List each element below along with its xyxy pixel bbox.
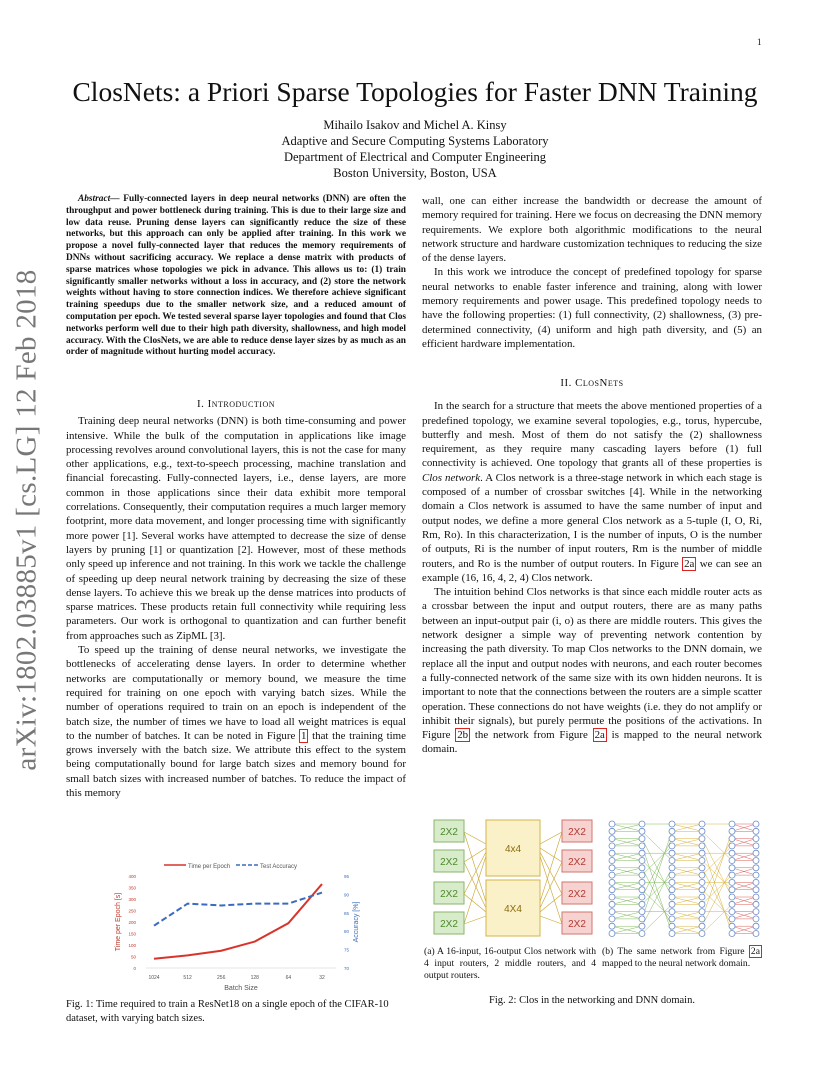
author-dept: Department of Electrical and Computer Engineering (283, 150, 547, 164)
figure-2a-link-3[interactable]: 2a (750, 946, 760, 957)
y-tick-label: 200 (128, 920, 136, 925)
y2-axis-ticks (344, 874, 350, 971)
svg-text:4X4: 4X4 (504, 904, 522, 915)
network-neuron (609, 850, 615, 856)
network-neuron (699, 821, 705, 827)
network-neuron (669, 887, 675, 893)
y-tick-label: 250 (128, 908, 136, 914)
network-edge (642, 831, 672, 919)
y-tick-label: 400 (128, 874, 136, 879)
network-neuron (639, 850, 645, 856)
network-neuron (609, 843, 615, 849)
section-heading-closnets: II. ClosNets (560, 377, 624, 389)
network-neuron (669, 916, 675, 922)
abstract-label: Abstract (78, 194, 111, 204)
network-nodes (609, 821, 759, 937)
author-names: Mihailo Isakov and Michel A. Kinsy (323, 118, 507, 132)
network-neuron (639, 931, 645, 937)
network-neuron (753, 901, 759, 907)
page-number: 1 (757, 37, 762, 47)
network-neuron (609, 821, 615, 827)
svg-text:2X2: 2X2 (568, 919, 586, 930)
abstract: Abstract— Fully-connected layers in deep neural networks (DNN) are often the throughput and power bottleneck during training. This is due to their large size and low data reuse. Pruning dense layers can significantly reduce the size of these networks, but this approach can only be applied after training. In this work we propose a novel fully-connected layer that reduces the memory requirements of DNNs without sacrificing accuracy. We replace a dense matrix with products of sparse matrices whose topologies we pick in advance. This allows us to: (1) train significantly smaller networks without a loss in accuracy, and (2) store the network weights without having to store connection indices. We therefore achieve significant training speedups due to the smaller network size, and a reduced amount of computation per epoch. We tested several sparse layer topologies and found that Clos networks perform well due to their high path diversity, shallowness, and high model accuracy. With the ClosNets, we are able to reduce dense layer sizes by as much as an order of magnitude without hurting model accuracy. (66, 194, 406, 358)
author-lab: Adaptive and Secure Computing Systems Laboratory (281, 134, 549, 148)
network-neuron (639, 836, 645, 842)
network-neuron (753, 894, 759, 900)
x-tick-label: 32 (319, 975, 325, 981)
network-neuron (639, 858, 645, 864)
svg-text:4x4: 4x4 (504, 844, 522, 855)
paper-title: ClosNets: a Priori Sparse Topologies for Faster DNN Training (72, 76, 758, 107)
network-neuron (729, 916, 735, 922)
network-neuron (729, 828, 735, 834)
network-neuron (639, 872, 645, 878)
network-edge (702, 890, 732, 919)
network-neuron (639, 828, 645, 834)
svg-text:2X2: 2X2 (440, 889, 458, 900)
y-tick-label: 300 (128, 897, 136, 902)
network-neuron (753, 836, 759, 842)
network-neuron (753, 923, 759, 929)
y-axis-ticks (128, 874, 136, 971)
network-neuron (639, 865, 645, 871)
network-neuron (609, 872, 615, 878)
x-axis-label: Batch Size (224, 985, 258, 992)
y-tick-label: 100 (128, 943, 136, 948)
x-tick-label: 512 (183, 975, 192, 981)
intro-paragraph-2: To speed up the training of dense neural networks, we investigate the bottlenecks of accelerating dense layers. In order to determine whether networks are computationally or memory bound, we measure the time required for training on one epoch with varying batch sizes. While the number of operations required to train on an epoch is independent of the batch size, the number of times we have to load all weight matrices is equal to the number of batches. It can be noted in Figure 1 that the training time grows inversely with the batch size. We attribute this effect to the system being computationally bound for large batch sizes and memory bound for small batch sizes with increased number of batches. To reduce the impact of this memory (66, 644, 406, 800)
series-line-accuracy (154, 893, 322, 926)
network-neuron (699, 916, 705, 922)
network-neuron (699, 931, 705, 937)
closnets-section (422, 376, 762, 757)
y2-axis-label: Accuracy [%] (353, 901, 360, 943)
y-tick-label: 150 (128, 931, 136, 937)
network-neuron (753, 879, 759, 885)
intro-paragraph-3: wall, one can either increase the bandwidth or decrease the amount of memory required for training. Here we focus on decreasing the DNN memory requirements. We explore both algorithmic modifications to the neural network structure and hardware customization techniques to reducing the size of the dense layers. (422, 195, 762, 265)
legend-label-time: Time per Epoch (188, 864, 231, 870)
network-neuron (639, 923, 645, 929)
network-neuron (639, 821, 645, 827)
network-neuron (609, 836, 615, 842)
x-tick-label: 256 (217, 975, 226, 981)
figure-1-caption: Fig. 1: Time required to train a ResNet18 on a single epoch of the CIFAR-10 dataset, with varying batch sizes. (66, 999, 389, 1024)
network-neuron (639, 887, 645, 893)
y2-tick-label: 75 (344, 947, 350, 953)
network-neuron (609, 828, 615, 834)
network-edge (642, 890, 672, 919)
network-neuron (609, 879, 615, 885)
network-neuron (699, 894, 705, 900)
network-neuron (753, 850, 759, 856)
network-neuron (729, 821, 735, 827)
network-neuron (699, 836, 705, 842)
network-neuron (699, 901, 705, 907)
network-neuron (729, 931, 735, 937)
network-neuron (753, 858, 759, 864)
network-neuron (669, 850, 675, 856)
network-neuron (669, 843, 675, 849)
network-edge (642, 831, 672, 860)
intro-paragraph-1: Training deep neural networks (DNN) is both time-consuming and power intensive. While the bulk of the computation in applications like image processing revolves around convolutional layers, this is not the case for many other applications, e.g., text-to-speech processing, machine translation and financial forecasting. Fully-connected layers, i.e., dense layers, are more common in those applications since their data exhibit more temporal correlations. Consequently, their computation requires a much larger memory footprint, more data movement, and longer processing time with significantly more power [1]. Several works have attempted to decrease the size of dense layers by pruning [1] or quantization [2]. However, most of these methods only speed up inference and not training. In this work we tackle the challenge of speeding up deep neural network training by decreasing the size of these dense layers. To achieve this we break up the dense matrices into products of sparse matrices. These products retain full connectivity while requiring less parameters. Our work is orthogonal to quantization and can further benefit from approaches such as ZipML [3]. (66, 415, 406, 642)
network-neuron (639, 909, 645, 915)
intro-section (66, 397, 406, 800)
network-neuron (669, 931, 675, 937)
x-tick-label: 128 (250, 975, 259, 981)
network-edge (642, 846, 672, 875)
network-neuron (669, 821, 675, 827)
network-neuron (609, 865, 615, 871)
arxiv-stamp: arXiv:1802.03885v1 [cs.LG] 12 Feb 2018 (10, 269, 43, 771)
network-neuron (669, 858, 675, 864)
network-neuron (609, 923, 615, 929)
figure-2a-link-2[interactable]: 2a (594, 729, 605, 742)
abstract-text: Fully-connected layers in deep neural networks (DNN) are often the throughput and power bottleneck during training. This is due to their large size and low data reuse. Pruning dense layers can significantly reduce the size of these networks, but this approach can only be applied after training. In this work we propose a novel fully-connected layer that reduces the memory requirements of DNNs without sacrificing accuracy. We replace a dense matrix with products of sparse matrices whose topologies we pick in advance. This allows us to: (1) train significantly smaller networks without a loss in accuracy, and (2) store the network weights without having to store connection indices. We therefore achieve significant training speedups due to the smaller network size, and a reduced amount of computation per epoch. We tested several sparse layer topologies and found that Clos networks perform well due to their high path diversity, shallowness, and high model accuracy. With the ClosNets, we are able to reduce dense layer sizes by as much as an order of magnitude without hurting model accuracy. (66, 194, 406, 358)
closnets-paragraph-2: The intuition behind Clos networks is that since each middle router acts as a crossbar between the input and output routers, there are as many paths between an input-output pair (i, o) as there are middle routers. This gives the network designer a simple way of preventing network contention by increasing the path diversity. To map Clos networks to the DNN domain, we replace all the input and output nodes with neurons, and each router becomes a fully-connected network of the same size with its own hidden neurons. It is important to note that the connections between the routers are a simple scatter operation. These connections do not have weights (i.e. they do not amplify or inhibit their signals), but purely permute the positions of the activations. In Figure 2b the network from Figure 2a is mapped to the neural network domain. (422, 586, 762, 756)
figure-2-caption: Fig. 2: Clos in the networking and DNN domain. (489, 995, 695, 1006)
network-edge (642, 875, 672, 904)
figure-2b-caption: (b) The same network from Figure 2a mapped to the neural network domain. (602, 946, 760, 970)
network-neuron (699, 858, 705, 864)
network-neuron (639, 843, 645, 849)
network-neuron (669, 872, 675, 878)
network-neuron (669, 909, 675, 915)
svg-text:2X2: 2X2 (568, 889, 586, 900)
network-neuron (753, 828, 759, 834)
network-neuron (699, 828, 705, 834)
network-neuron (609, 931, 615, 937)
network-neuron (753, 865, 759, 871)
network-neuron (699, 872, 705, 878)
chart-legend (164, 864, 297, 870)
network-neuron (699, 887, 705, 893)
output-routers (562, 820, 592, 934)
y-tick-label: 0 (133, 966, 136, 971)
legend-label-accuracy: Test Accuracy (260, 864, 298, 870)
x-axis-ticks (148, 975, 325, 981)
network-edge (702, 875, 732, 904)
svg-text:2X2: 2X2 (440, 919, 458, 930)
network-neuron (669, 923, 675, 929)
y-axis-label: Time per Epoch [s] (115, 892, 122, 952)
network-neuron (753, 916, 759, 922)
right-column-intro (422, 194, 762, 351)
network-neuron (669, 865, 675, 871)
svg-text:2X2: 2X2 (440, 827, 458, 838)
svg-text:2X2: 2X2 (568, 857, 586, 868)
y-tick-label: 50 (130, 954, 136, 960)
network-edge (702, 846, 732, 875)
figure-2a-caption: (a) A 16-input, 16-output Clos network with 4 input routers, 2 middle routers, and 4 output routers. (424, 946, 596, 982)
network-neuron (729, 887, 735, 893)
network-neuron (753, 909, 759, 915)
figure-2b-link[interactable]: 2b (457, 729, 469, 742)
network-neuron (609, 901, 615, 907)
network-neuron (729, 850, 735, 856)
closnets-paragraph-1: In the search for a structure that meets the above mentioned properties of a predefined topology, we examine several topologies, e.g., torus, hypercube, butterfly and mesh. Most of them do not satisfy the (2) shallowness requirement, as they require many cascading layers before (1) full connectivity is achieved. One topology that grants all of these properties is Clos network. A Clos network is a three-stage network in which each stage is composed of a number of crossbar switches [4]. While in the networking domain a Clos network is assumed to have the same number of input and output nodes, we define a more general Clos network as a 5-tuple (I, O, Ri, Rm, Ro). In this characterization, I is the number of inputs, O is the number of outputs, Ri is the number of input routers, Rm is the number of middle routers, and Ro is the number of output routers. In Figure 2a we can see an example (16, 16, 4, 2, 4) Clos network. (422, 400, 762, 584)
y2-tick-label: 95 (344, 874, 350, 879)
network-neuron (729, 858, 735, 864)
figure-2a-link[interactable]: 2a (684, 557, 695, 570)
network-neuron (729, 901, 735, 907)
network-neuron (729, 836, 735, 842)
figure-1-link[interactable]: 1 (300, 729, 307, 742)
network-neuron (729, 872, 735, 878)
network-neuron (609, 894, 615, 900)
network-neuron (609, 887, 615, 893)
network-neuron (609, 909, 615, 915)
svg-text:2X2: 2X2 (440, 857, 458, 868)
network-neuron (699, 879, 705, 885)
figure-2a-clos-diagram (428, 818, 598, 942)
network-neuron (699, 923, 705, 929)
figure-2b-neural-diagram (604, 818, 764, 942)
intro-paragraph-4: In this work we introduce the concept of predefined topology for sparse neural networks to enable faster inference and training, along with lower memory requirements and power usage. This predefined topology needs to have the following properties: (1) full connectivity, (2) shallowness, (3) pre-determined connectivity, (4) uniform and high path diversity, and (5) an efficient hardware implementation. (422, 266, 762, 350)
network-neuron (639, 916, 645, 922)
network-neuron (753, 843, 759, 849)
network-edge (642, 904, 672, 933)
x-tick-label: 64 (285, 975, 292, 981)
y-tick-label: 350 (128, 885, 136, 891)
network-neuron (669, 879, 675, 885)
network-neuron (669, 828, 675, 834)
network-neuron (699, 843, 705, 849)
network-edge (702, 831, 732, 919)
author-block (140, 117, 690, 181)
network-neuron (729, 865, 735, 871)
network-neuron (729, 879, 735, 885)
network-neuron (753, 931, 759, 937)
network-neuron (699, 865, 705, 871)
series-line-time (154, 884, 322, 959)
network-neuron (699, 850, 705, 856)
section-heading-intro: I. Introduction (197, 398, 275, 410)
network-edge (702, 831, 732, 860)
network-edge (702, 904, 732, 933)
network-neuron (639, 894, 645, 900)
y2-tick-label: 90 (344, 892, 350, 898)
network-neuron (639, 901, 645, 907)
network-neuron (669, 894, 675, 900)
x-tick-label: 1024 (148, 975, 160, 981)
network-neuron (753, 872, 759, 878)
middle-routers (486, 820, 540, 936)
author-univ: Boston University, Boston, USA (333, 166, 497, 180)
svg-text:2X2: 2X2 (568, 827, 586, 838)
network-neuron (729, 923, 735, 929)
y2-tick-label: 80 (344, 929, 350, 935)
network-neuron (639, 879, 645, 885)
network-neuron (609, 858, 615, 864)
network-neuron (729, 894, 735, 900)
network-neuron (609, 916, 615, 922)
network-neuron (753, 887, 759, 893)
network-neuron (669, 901, 675, 907)
figure-1-chart (106, 856, 376, 996)
y2-tick-label: 70 (344, 966, 350, 971)
network-neuron (669, 836, 675, 842)
network-neuron (699, 909, 705, 915)
network-neuron (729, 843, 735, 849)
input-routers (434, 820, 464, 934)
network-neuron (753, 821, 759, 827)
network-neuron (729, 909, 735, 915)
y2-tick-label: 85 (344, 910, 350, 916)
